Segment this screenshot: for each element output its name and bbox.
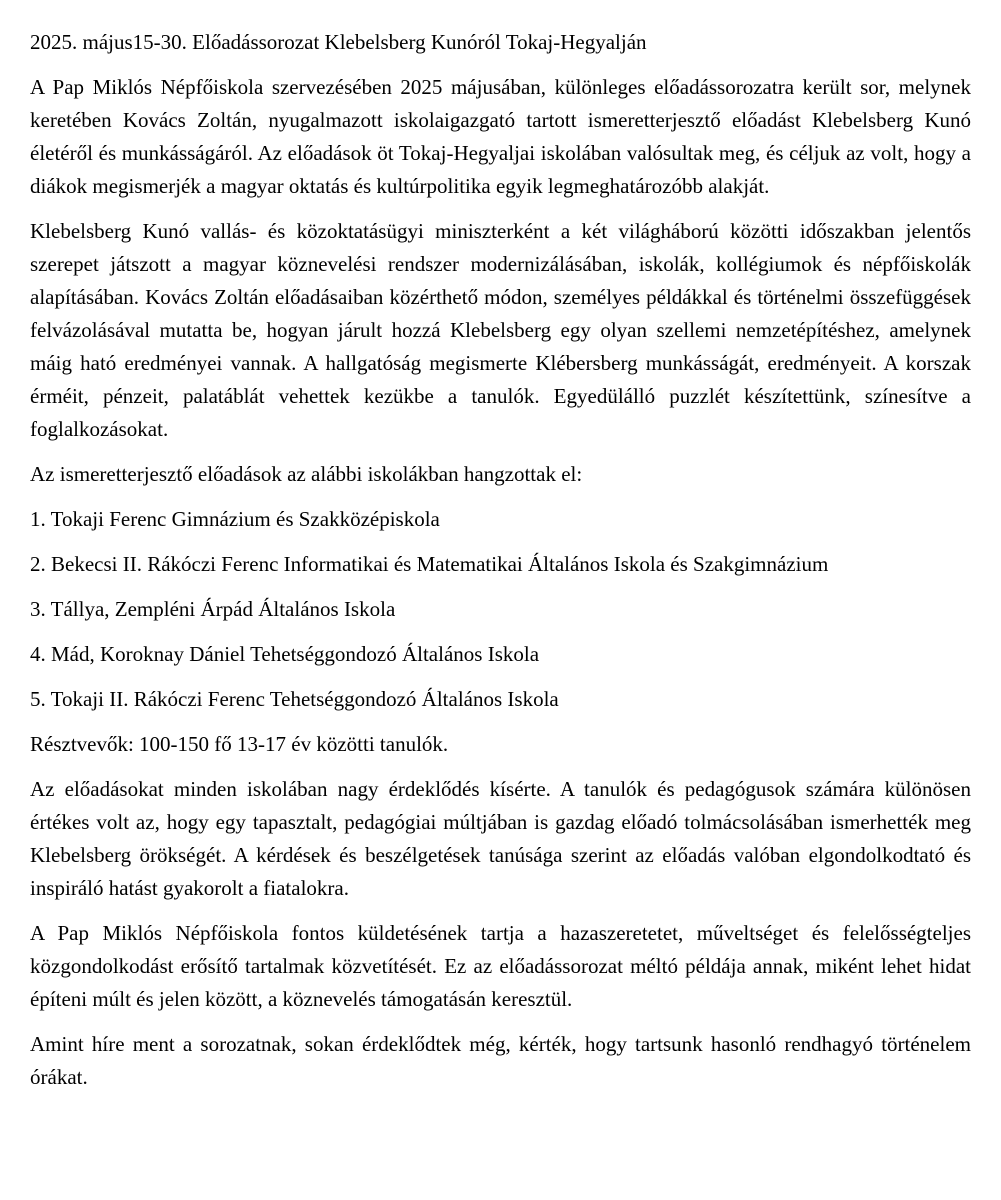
paragraph-intro: A Pap Miklós Népfőiskola szervezésében 2025 májusában, különleges előadássorozatra került sor, melynek keretében Kovács Zoltán, nyugalmazott iskolaigazgató tartott ismeretterjesztő előadást Klebelsberg Kunó életéről és munkásságáról. Az előadások öt Tokaj-Hegyaljai iskolában valósultak meg, és céljuk az volt, hogy a diákok megismerjék a magyar oktatás és kultúrpolitika egyik legmeghatározóbb alakját. — [30, 75, 971, 198]
school-list-item-3: 3. Tállya, Zempléni Árpád Általános Iskola — [30, 597, 396, 621]
paragraph-closing: Amint híre ment a sorozatnak, sokan érdeklődtek még, kérték, hogy tartsunk hasonló rendhagyó történelem órákat. — [30, 1032, 971, 1089]
school-list-item-5: 5. Tokaji II. Rákóczi Ferenc Tehetséggondozó Általános Iskola — [30, 687, 559, 711]
paragraph-mission: A Pap Miklós Népfőiskola fontos küldetésének tartja a hazaszeretetet, műveltséget és felelősségteljes közgondolkodást erősítő tartalmak közvetítését. Ez az előadássorozat méltó példája annak, miként lehet hidat építeni múlt és jelen között, a köznevelés támogatásán keresztül. — [30, 921, 971, 1011]
school-list-item-2: 2. Bekecsi II. Rákóczi Ferenc Informatikai és Matematikai Általános Iskola és Szakgimnázium — [30, 552, 829, 576]
paragraph-list-intro: Az ismeretterjesztő előadások az alábbi iskolákban hangzottak el: — [30, 462, 583, 486]
paragraph-participants: Résztvevők: 100-150 fő 13-17 év közötti tanulók. — [30, 732, 449, 756]
school-list-item-1: 1. Tokaji Ferenc Gimnázium és Szakközépiskola — [30, 507, 440, 531]
document-title: 2025. május15-30. Előadássorozat Klebelsberg Kunóról Tokaj-Hegyalján — [30, 30, 647, 54]
paragraph-klebelsberg: Klebelsberg Kunó vallás- és közoktatásügyi miniszterként a két világháború közötti időszakban jelentős szerepet játszott a magyar köznevelési rendszer modernizálásában, iskolák, kollégiumok és népfőiskolák alapításában. Kovács Zoltán előadásaiban közérthető módon, személyes példákkal és történelmi összefüggések felvázolásával mutatta be, hogyan járult hozzá Klebelsberg egy olyan szellemi nemzetépítéshez, amelynek máig ható eredményei vannak. A hallgatóság megismerte Klébersberg munkásságát, eredményeit. A korszak érméit, pénzeit, palatáblát vehettek kezükbe a tanulók. Egyedülálló puzzlét készítettünk, színesítve a foglalkozásokat. — [30, 219, 971, 441]
paragraph-reception: Az előadásokat minden iskolában nagy érdeklődés kísérte. A tanulók és pedagógusok számára különösen értékes volt az, hogy egy tapasztalt, pedagógiai múltjában is gazdag előadó tolmácsolásában ismerhették meg Klebelsberg örökségét. A kérdések és beszélgetések tanúsága szerint az előadás valóban elgondolkodtató és inspiráló hatást gyakorolt a fiatalokra. — [30, 777, 971, 900]
school-list-item-4: 4. Mád, Koroknay Dániel Tehetséggondozó Általános Iskola — [30, 642, 540, 666]
